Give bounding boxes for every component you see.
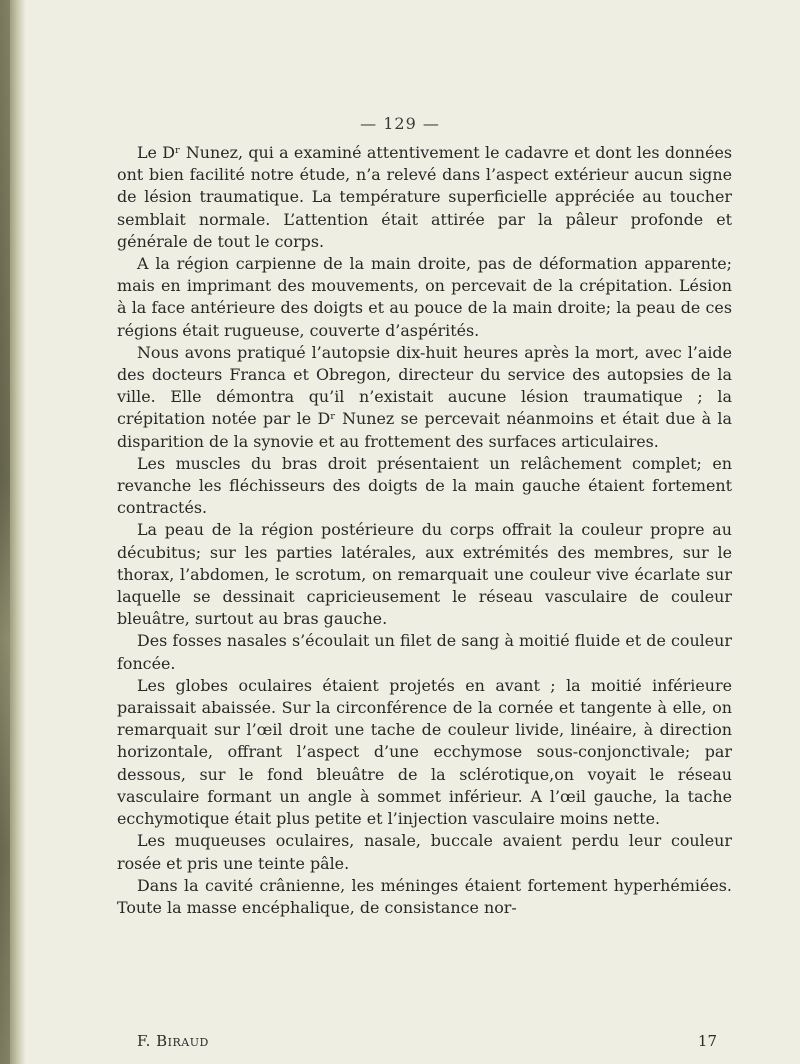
binding-shadow — [0, 0, 10, 1064]
page-binding-edge — [0, 0, 26, 1064]
paragraph: A la région carpienne de la main droite, pas de déformation apparente; mais en imprimant des mouvements, on percevait de la crépitation. Lésion à la face antérieure des doigts et au pouce de la main droite; la peau de ces régions était rugueuse, couverte d’aspérités. — [117, 254, 732, 340]
paragraph: Dans la cavité crânienne, les méninges étaient fortement hyperhémiées. Toute la masse encéphalique, de consistance nor- — [117, 875, 732, 917]
paragraph: Les muscles du bras droit présentaient un relâchement complet; en revanche les fléchisseurs des doigts de la main gauche étaient fortement contractés. — [117, 453, 732, 518]
paragraph: Les muqueuses oculaires, nasale, buccale avaient perdu leur couleur rosée et pris une teinte pâle. — [117, 831, 732, 873]
body-text — [117, 142, 732, 919]
paragraph: Nous avons pratiqué l’autopsie dix-huit heures après la mort, avec l’aide des docteurs Franca et Obregon, directeur du service des autopsies de la ville. Elle démontra qu’il n’existait aucune lésion traumatique ; la crépitation notée par le Dʳ Nunez se percevait néanmoins et était due à la disparition de la synovie et au frottement des surfaces articulaires. — [117, 342, 732, 451]
paragraph: La peau de la région postérieure du corps offrait la couleur propre au décubitus; sur les parties latérales, aux extrémités des membres, sur le thorax, l’abdomen, le scrotum, on remarquait une couleur vive écarlate sur laquelle se dessinait capricieusement le réseau vasculaire de couleur bleuâtre, surtout au bras gauche. — [117, 520, 732, 629]
page-number: — 129 — — [360, 114, 440, 133]
paragraph: Les globes oculaires étaient projetés en avant ; la moitié inférieure paraissait abaissée. Sur la circonférence de la cornée et tangente à elle, on remarquait sur l’œil droit une tache de couleur livide, linéaire, à direction horizontale, offrant l’aspect d’une ecchymose sous-conjonctivale; par dessous, sur le fond bleuâtre de la sclérotique,on voyait le réseau vasculaire formant un angle à sommet inférieur. A l’œil gauche, la tache ecchymotique était plus petite et l’injection vasculaire moins nette. — [117, 675, 732, 829]
paragraph: Des fosses nasales s’écoulait un filet de sang à moitié fluide et de couleur foncée. — [117, 631, 732, 673]
sheet-number: 17 — [697, 1032, 717, 1050]
paragraph: Le Dʳ Nunez, qui a examiné attentivement le cadavre et dont les données ont bien facilité notre étude, n’a relevé dans l’aspect extérieur aucun signe de lésion traumatique. La température superficielle appréciée au toucher semblait normale. L’attention était attirée par la pâleur profonde et générale de tout le corps. — [117, 143, 732, 251]
printer-signature: F. Biraud — [137, 1032, 209, 1050]
